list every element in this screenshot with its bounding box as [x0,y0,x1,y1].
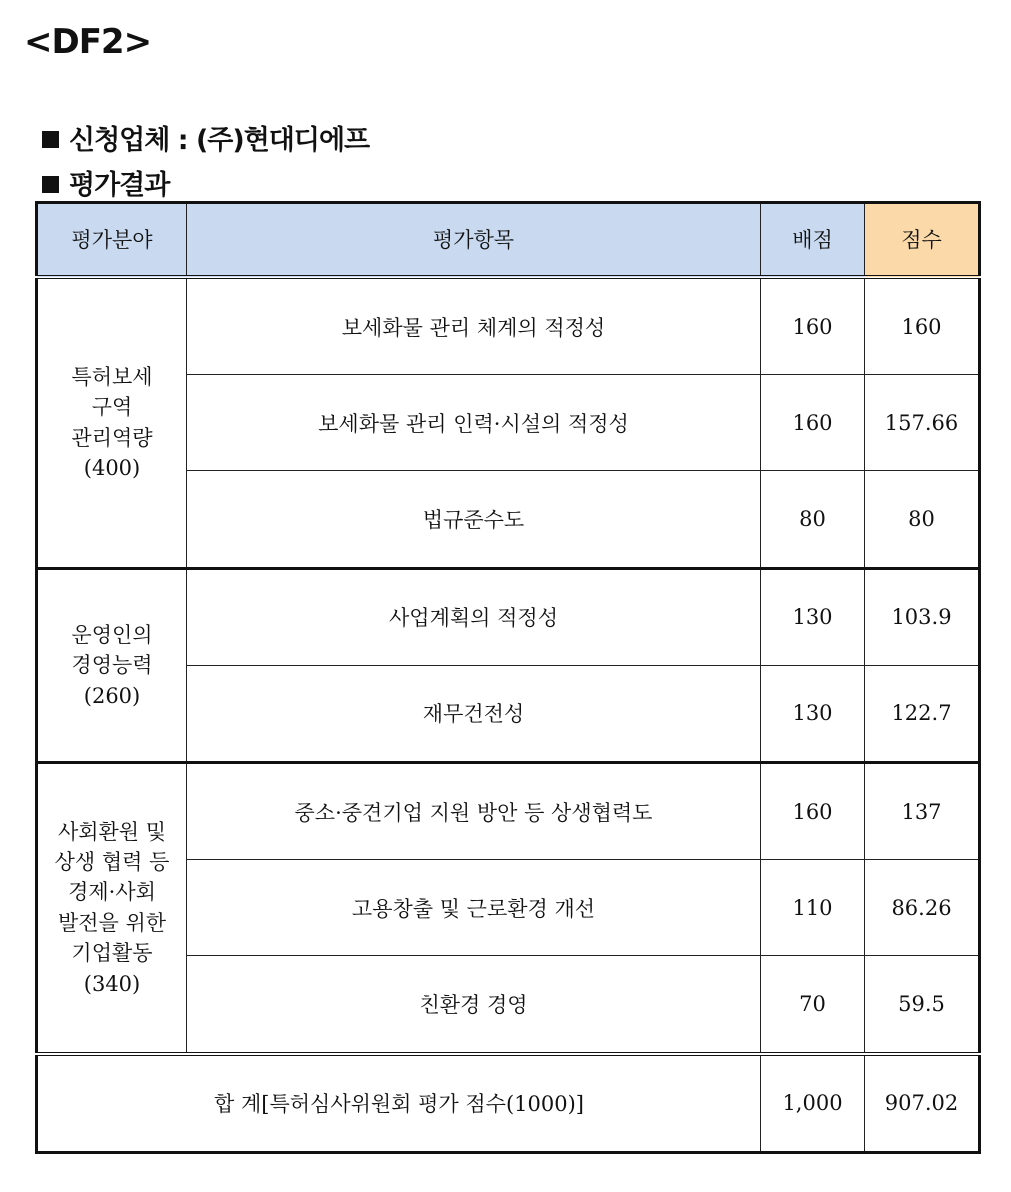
category-line: (260) [83,683,141,708]
category-line: 상생 협력 등 [54,849,170,874]
allot-cell: 160 [761,763,865,860]
total-allot: 1,000 [761,1054,865,1153]
applicant-line [42,118,369,157]
header-allot: 배점 [761,203,865,277]
header-item: 평가항목 [187,203,761,277]
allot-cell: 160 [761,277,865,375]
category-line: 특허보세 [71,364,153,389]
section-title: 평가결과 [69,170,170,201]
allot-cell: 130 [761,665,865,762]
table-row [37,277,980,375]
category-line: (400) [83,456,141,481]
category-line: 기업활동 [71,941,153,966]
category-line: 구역 [91,395,133,420]
header-field: 평가분야 [37,203,187,277]
item-cell: 보세화물 관리 체계의 적정성 [187,277,761,375]
item-cell: 고용창출 및 근로환경 개선 [187,860,761,956]
category-cell [37,568,187,762]
square-bullet-icon [42,131,59,148]
item-cell: 법규준수도 [187,471,761,568]
document-title: <DF2> [24,22,152,62]
item-cell: 사업계획의 적정성 [187,568,761,665]
applicant-label: 신청업체 : [69,125,188,156]
table-header-row [37,203,980,277]
allot-cell: 80 [761,471,865,568]
applicant-value: (주)현대디에프 [195,125,370,156]
square-bullet-icon [42,176,59,193]
category-line: 경제·사회 [68,880,156,905]
total-row [37,1054,980,1153]
category-line: 운영인의 [71,622,153,647]
table-row [37,763,980,860]
score-cell: 137 [865,763,980,860]
score-cell: 160 [865,277,980,375]
allot-cell: 130 [761,568,865,665]
category-cell [37,763,187,1054]
category-line: 경영능력 [71,653,153,678]
section-title-line [42,163,169,202]
total-score: 907.02 [865,1054,980,1153]
allot-cell: 110 [761,860,865,956]
table-row [37,568,980,665]
score-cell: 103.9 [865,568,980,665]
category-line: (340) [83,971,141,996]
category-line: 사회환원 및 [57,819,167,844]
allot-cell: 70 [761,956,865,1054]
score-cell: 59.5 [865,956,980,1054]
evaluation-table [35,201,981,1154]
item-cell: 보세화물 관리 인력·시설의 적정성 [187,375,761,471]
category-line: 관리역량 [71,425,153,450]
header-score: 점수 [865,203,980,277]
score-cell: 86.26 [865,860,980,956]
score-cell: 157.66 [865,375,980,471]
score-cell: 80 [865,471,980,568]
category-cell [37,277,187,568]
score-cell: 122.7 [865,665,980,762]
item-cell: 중소·중견기업 지원 방안 등 상생협력도 [187,763,761,860]
allot-cell: 160 [761,375,865,471]
total-label: 합 계[특허심사위원회 평가 점수(1000)] [37,1054,761,1153]
item-cell: 친환경 경영 [187,956,761,1054]
item-cell: 재무건전성 [187,665,761,762]
category-line: 발전을 위한 [57,910,167,935]
